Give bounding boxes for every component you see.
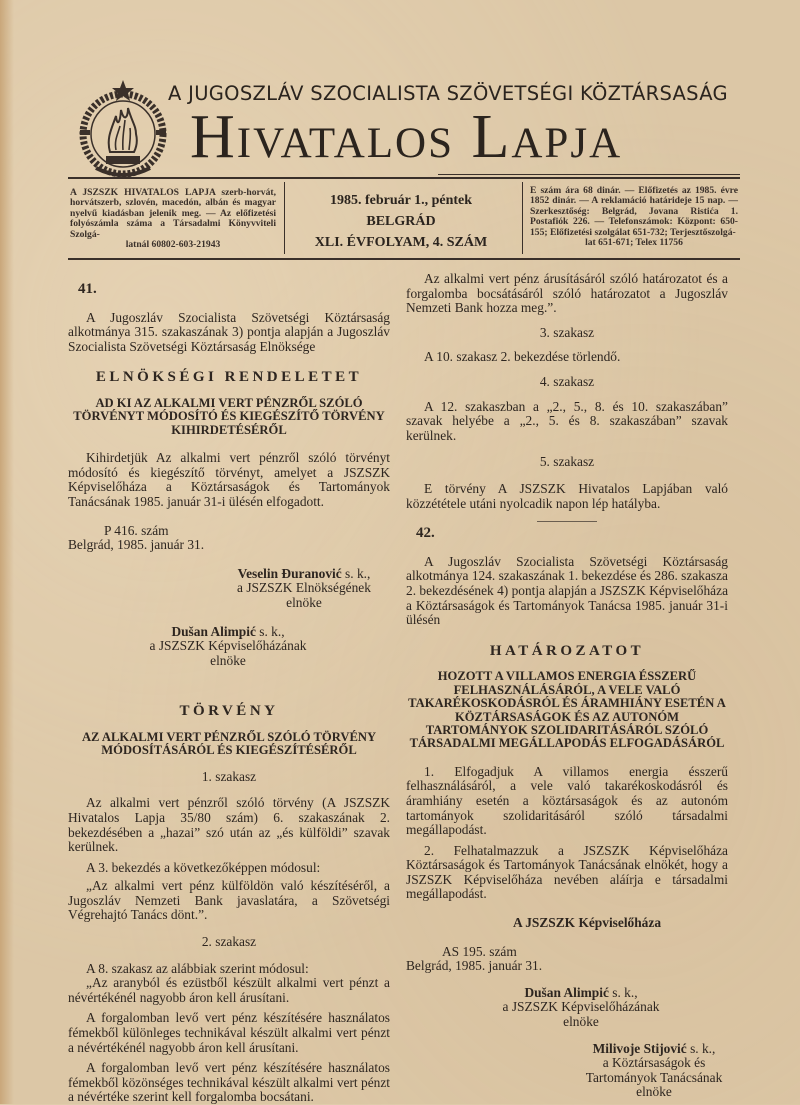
decree-title: ELNÖKSÉGI RENDELETET (95, 369, 363, 386)
section-paragraph: A forgalomban levő vert pénz készítésére használatos fémekből különleges technikával készült alkalmi vert pénzt a névértékénél nagyobb áron kell árusítani. (68, 1010, 390, 1055)
ref-number: P 416. szám (104, 522, 169, 538)
issue-volume: XLI. ÉVFOLYAM, 4. SZÁM (314, 235, 488, 250)
signatory-suffix: s. k., (608, 984, 638, 1000)
signature-block (486, 986, 676, 1030)
issue-date: 1985. február 1., péntek (329, 193, 473, 208)
header-rule-bottom (68, 258, 740, 260)
section-paragraph: „Az aranyból és ezüstből készült alkalmi vert pénzt a névértékénél nagyobb áron kell árusítani. (68, 975, 390, 1005)
section-paragraph: A 12. szakaszban a „2., 5., 8. és 10. szakaszában” szavak helyébe a „2., 5. és 8. szakaszában” szavak kerülnek. (406, 398, 728, 443)
signatory-suffix: s. k., (341, 565, 371, 581)
law-subtitle: AZ ALKALMI VERT PÉNZRŐL SZÓLÓ TÖRVÉNY MÓDOSÍTÁSÁRÓL ÉS KIEGÉSZÍTÉSÉRŐL (81, 729, 377, 758)
header-rule-thin (438, 174, 740, 175)
signatory-role: a JSZSZK Elnökségének (237, 580, 371, 596)
resolution-subtitle: HOZOTT A VILLAMOS ENERGIA ÉSSZERŰ FELHASZNÁLÁSÁRÓL, A VELE VALÓ TAKARÉKOSKODÁSRÓL ÉS ÁRAMHIÁNY ESETÉN A KÖZTÁRSASÁGOK ÉS AZ AUTONÓM TARTOMÁNYOK SZOLIDARITÁSÁRÓL SZÓLÓ TÁRSADALMI MEGÁLLAPODÁS ELFOGADÁSÁRÓL (408, 669, 726, 751)
publication-info-account: latnál 60802-603-21943 (125, 239, 221, 251)
signatory-role: elnöke (210, 652, 246, 668)
signature-block (574, 1042, 734, 1100)
signatory-role: Tartományok Tanácsának (585, 1069, 723, 1085)
signature-block (218, 567, 390, 611)
decree-intro: A Jugoszláv Szocialista Szövetségi Köztársaság alkotmánya 315. szakaszának 3) pontja alapján a Jugoszláv Szocialista Szövetségi Köztársaság Elnöksége (68, 309, 390, 354)
coat-of-arms-icon (76, 78, 170, 182)
section-heading: 1. szakasz (201, 768, 257, 784)
item-number-42: 42. (416, 525, 435, 542)
signatory-name: Dušan Alimpić (171, 623, 256, 639)
issuer: A JSZSZK Képviselőháza (512, 915, 662, 931)
signature-block (128, 625, 328, 669)
signatory-role: elnöke (286, 594, 322, 610)
resolution-point: 2. Felhatalmazzuk a JSZSZK Képviselőháza Köztársaságok és Tartományok Tanácsának elnökét, hogy a JSZSZK Képviselőháza nevében aláírja e társadalmi megállapodást. (406, 842, 728, 902)
resolution-title: HATÁROZATOT (489, 642, 645, 659)
ref-place-date: Belgrád, 1985. január 31. (406, 958, 543, 974)
price-contact-info (530, 186, 738, 248)
resolution-intro: A Jugoszláv Szocialista Szövetségi Köztársaság alkotmánya 124. szakaszának 1. bekezdése és 286. szakasza 2. bekezdésének 4) pontja alapján a JSZSZK Képviselőháza a Köztársaságok és Tartományok Tanácsa 1985. január 31-i ülésén (406, 553, 729, 628)
signatory-name: Milivoje Stijović (592, 1040, 687, 1056)
info-bar (68, 180, 740, 258)
issue-info (285, 190, 517, 253)
signatory-suffix: s. k., (255, 623, 285, 639)
signatory-role: elnöke (563, 1014, 599, 1030)
ref-number: AS 195. szám (442, 943, 517, 959)
section-heading: 3. szakasz (539, 324, 595, 340)
signatory-suffix: s. k., (686, 1040, 716, 1056)
republic-name: A JUGOSZLÁV SZOCIALISTA SZÖVETSÉGI KÖZTÁRSASÁG (168, 82, 728, 105)
signatory-name: Veselin Đuranović (237, 565, 342, 581)
item-number-41: 41. (78, 281, 97, 297)
signatory-role: a JSZSZK Képviselőházának (149, 638, 307, 654)
section-paragraph: A forgalomban levő vert pénz készítésére használatos fémekből közönséges technikával készült alkalmi vert pénzt a névértéke szerint kell forgalomba bocsátani. (68, 1060, 391, 1105)
proclamation-text: Kihirdetjük Az alkalmi vert pénzről szóló törvényt módosító és kiegészítő törvényt, amelyet a JSZSZK Képviselőháza a Köztársaságok és Tartományok Tanácsának 1985. január 31-i ülésén elfogadott. (68, 450, 390, 509)
page-edge-shadow (0, 0, 14, 1104)
issue-city: BELGRÁD (366, 214, 436, 229)
right-column (406, 272, 728, 1100)
signatory-role: a JSZSZK Képviselőházának (502, 999, 660, 1015)
price-contact-text: E szám ára 68 dinár. — Előfizetés az 1985. évre 1852 dinár. — A reklamáció határideje 15 nap. — Szerkesztőség: Belgrád, Jovana Ristića 1. Postafiók 226. — Telefonszámok: Központ: 650-155; Előfizetési szolgálat 651-732; Terjesztőszolgá- (530, 185, 738, 238)
signatory-role: elnöke (636, 1084, 672, 1100)
column-divider (522, 182, 523, 254)
section-paragraph: A 3. bekezdés a következőképpen módosul: (86, 859, 321, 875)
ref-place-date: Belgrád, 1985. január 31. (68, 537, 205, 553)
resolution-point: 1. Elfogadjuk A villamos energia ésszerű felhasználásáról, a vele való takarékoskodásról és áramhiány esetén a köztársaságok és az autonóm tartományok szolidaritásáról szóló társadalmi megállapodást. (406, 763, 728, 838)
header-rule-top (68, 177, 740, 179)
publication-info (70, 188, 276, 250)
section-paragraph: A 8. szakasz az alábbiak szerint módosul: (86, 960, 309, 976)
price-contact-telex: lat 651-671; Telex 11756 (585, 237, 683, 249)
publication-title: Hivatalos Lapja (190, 103, 623, 171)
section-paragraph: Az alkalmi vert pénz árusításáról szóló határozatot és a forgalomba bocsátásáról szóló határozatot a Jugoszláv Nemzeti Bank hozza meg.”. (406, 271, 728, 316)
section-paragraph: E törvény A JSZSZK Hivatalos Lapjában való közzététele utáni nyolcadik napon lép hatályba. (406, 480, 728, 511)
decree-subtitle: AD KI AZ ALKALMI VERT PÉNZRŐL SZÓLÓ TÖRVÉNYT MÓDOSÍTÓ ÉS KIEGÉSZÍTŐ TÖRVÉNY KIHIRDETÉSÉRŐL (73, 395, 385, 437)
section-paragraph: „Az alkalmi vert pénz külföldön való készítéséről, a Jugoszláv Nemzeti Bank javaslatára, a Szövetségi Végrehajtó Tanács dönt.”. (68, 878, 390, 923)
left-column (68, 272, 390, 1105)
signatory-name: Dušan Alimpić (524, 984, 609, 1000)
signatory-role: a Köztársaságok és (602, 1055, 706, 1071)
section-paragraph: A 10. szakasz 2. bekezdése törlendő. (424, 349, 621, 365)
item-divider (537, 521, 597, 522)
section-heading: 4. szakasz (539, 373, 595, 389)
section-heading: 5. szakasz (539, 454, 595, 470)
masthead (68, 78, 740, 178)
section-paragraph: Az alkalmi vert pénzről szóló törvény (A JSZSZK Hivatalos Lapja 35/80 szám) 6. szakaszának 2. bekezdésében a „hazai” szó után az „és külföldi” szavak kerülnek. (68, 795, 390, 855)
publication-info-text: A JSZSZK HIVATALOS LAPJA szerb-horvát, horvátszerb, szlovén, macedón, albán és magyar nyelvű kiadásban jelenik meg. — Az előfizetési folyószámla száma a Társadalmi Könyvviteli Szolgá- (70, 187, 276, 240)
law-title: TÖRVÉNY (179, 703, 279, 720)
section-heading: 2. szakasz (201, 934, 257, 950)
